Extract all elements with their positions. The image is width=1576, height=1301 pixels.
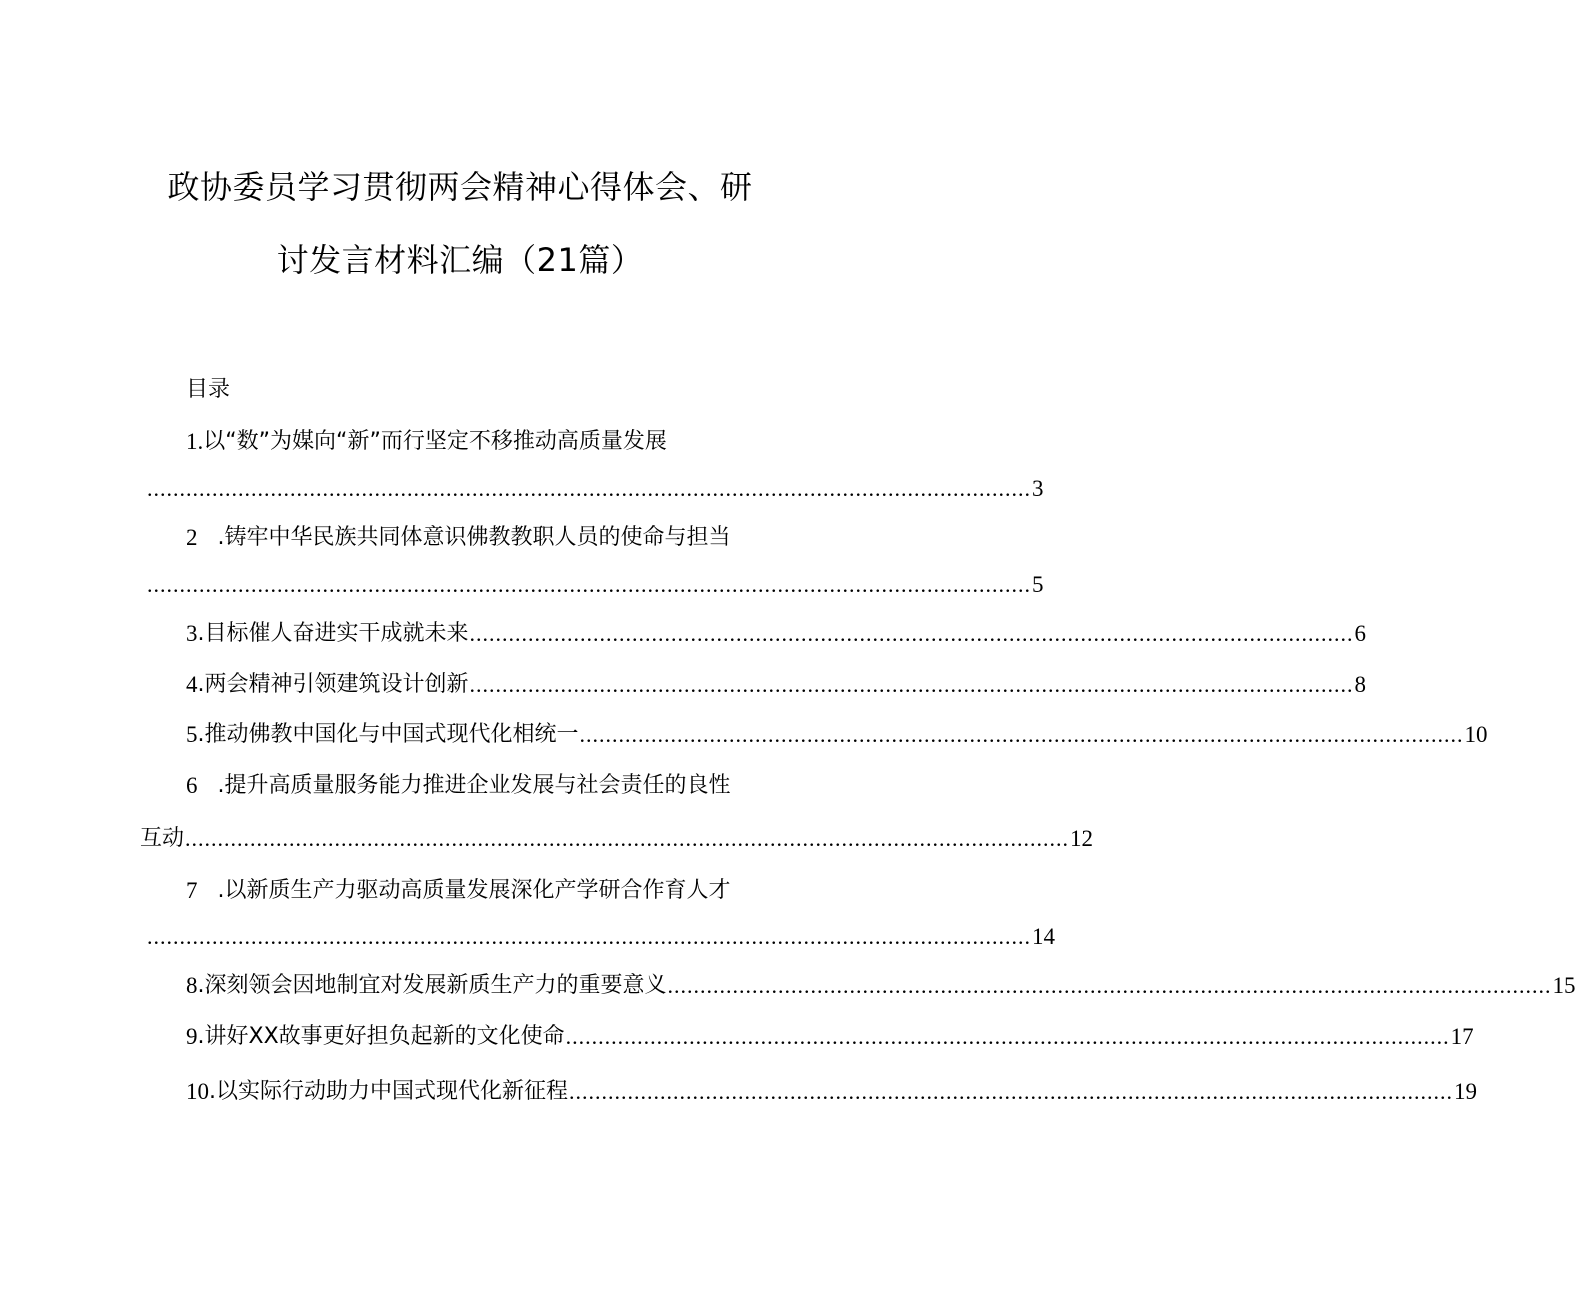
toc-page-number: 19 (1454, 1079, 1477, 1104)
toc-entry-title: .目标催人奋进实干成就未来 (197, 621, 469, 646)
toc-page-number: 17 (1450, 1024, 1474, 1049)
toc-dot-leader: ........................................................................................................................................ (147, 924, 1031, 949)
toc-dot-leader: ........................................................................................................................................ (565, 1024, 1450, 1049)
toc-entry-title: .两会精神引领建筑设计创新 (197, 672, 469, 697)
toc-entry-4[interactable] (186, 666, 1366, 697)
toc-entry-3[interactable] (186, 615, 1366, 646)
toc-entry-6-title-line[interactable] (186, 767, 766, 797)
toc-entry-7-title-line[interactable] (186, 872, 766, 902)
toc-dot-leader: ........................................................................................................................................ (569, 1079, 1453, 1104)
toc-page-number: 5 (1032, 572, 1044, 597)
toc-entry-9[interactable] (186, 1018, 1474, 1049)
toc-entry-title: .以新质生产力驱动高质量发展深化产学研合作育人才 (217, 878, 731, 903)
toc-entry-number: 9 (186, 1024, 198, 1049)
toc-dot-leader: ........................................................................................................................................ (185, 826, 1070, 851)
toc-entry-title: .讲好XX故事更好担负起新的文化使命 (197, 1024, 565, 1049)
toc-entry-number: 3 (186, 621, 198, 646)
toc-entry-title: 以“数”为媒向“新”而行坚定不移推动高质量发展 (203, 429, 667, 454)
toc-entry-2-leader-line[interactable] (146, 566, 1044, 597)
toc-entry-1-title-line[interactable] (186, 423, 746, 453)
toc-entry-7-leader-line[interactable] (146, 918, 1055, 949)
toc-entry-1-leader-line[interactable] (146, 470, 1044, 501)
toc-entry-number: 1. (186, 429, 204, 454)
toc-entry-title: .推动佛教中国化与中国式现代化相统一 (197, 722, 579, 747)
toc-entry-number: 6 (186, 773, 198, 798)
toc-dot-leader: ........................................................................................................................................ (147, 476, 1031, 501)
toc-page-number: 8 (1354, 672, 1366, 697)
toc-page-number: 12 (1070, 826, 1094, 851)
toc-entry-title-continuation: 互动 (140, 826, 185, 851)
toc-entry-10[interactable] (186, 1073, 1477, 1104)
toc-entry-2-title-line[interactable] (186, 519, 766, 549)
toc-entry-title: .深刻领会因地制宜对发展新质生产力的重要意义 (197, 973, 667, 998)
toc-entry-title: .以实际行动助力中国式现代化新征程 (209, 1079, 568, 1104)
toc-dot-leader: ........................................................................................................................................ (579, 722, 1464, 747)
toc-entry-5[interactable] (186, 716, 1488, 747)
toc-dot-leader: ........................................................................................................................................ (469, 672, 1354, 697)
toc-entry-number: 7 (186, 878, 198, 903)
toc-entry-number: 2 (186, 525, 198, 550)
toc-entry-number: 10 (186, 1079, 209, 1104)
toc-entry-number: 8 (186, 973, 198, 998)
toc-page-number: 15 (1552, 973, 1576, 998)
document-title-line-1: 政协委员学习贯彻两会精神心得体会、研 (167, 168, 753, 206)
toc-dot-leader: ........................................................................................................................................ (667, 973, 1552, 998)
toc-dot-leader: ........................................................................................................................................ (469, 621, 1354, 646)
toc-entry-title: .提升高质量服务能力推进企业发展与社会责任的良性 (217, 773, 731, 798)
toc-entry-title: .铸牢中华民族共同体意识佛教教职人员的使命与担当 (217, 525, 731, 550)
toc-page-number: 10 (1464, 722, 1488, 747)
toc-page-number: 3 (1032, 476, 1044, 501)
document-title-line-2: 讨发言材料汇编（21篇） (276, 241, 644, 279)
toc-entry-6-leader-line[interactable] (140, 820, 1094, 851)
toc-page-number: 14 (1032, 924, 1055, 949)
toc-entry-number: 5 (186, 722, 198, 747)
toc-entry-8[interactable] (186, 967, 1576, 998)
toc-dot-leader: ........................................................................................................................................ (147, 572, 1031, 597)
toc-page-number: 6 (1354, 621, 1366, 646)
toc-heading: 目录 (186, 377, 231, 402)
toc-entry-number: 4 (186, 672, 198, 697)
